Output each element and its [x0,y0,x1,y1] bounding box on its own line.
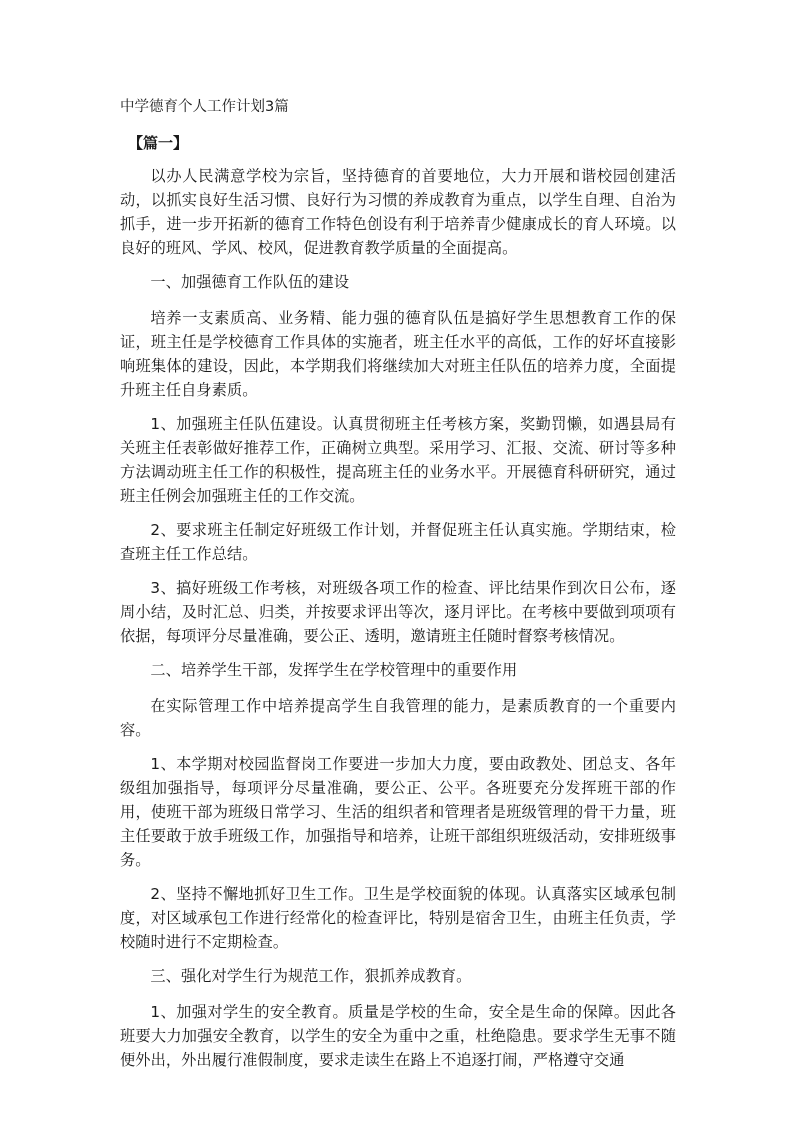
document-title: 中学德育个人工作计划3篇 [120,99,289,115]
list-item-2: 2、要求班主任制定好班级工作计划，并督促班主任认真实施。学期结束，检查班主任工作总结。 [120,521,676,563]
list-item-1: 1、加强班主任队伍建设。认真贯彻班主任考核方案，奖勤罚懒，如遇县局有关班主任表彰做好推荐工作，正确树立典型。采用学习、汇报、交流、研讨等多种方法调动班主任工作的积极性，提高班主任的业务水平。开展德育科研研究，通过班主任例会加强班主任的工作交流。 [120,415,676,505]
section-label: 【篇一】 [128,134,189,152]
body-paragraph: 培养一支素质高、业务精、能力强的德育队伍是搞好学生思想教育工作的保证，班主任是学校德育工作具体的实施者，班主任水平的高低，工作的好坏直接影响班集体的建设，因此，本学期我们将继续加大对班主任队伍的培养力度，全面提升班主任自身素质。 [120,309,676,399]
heading-three: 三、强化对学生行为规范工作，狠抓养成教育。 [150,967,472,985]
body-paragraph: 在实际管理工作中培养提高学生自我管理的能力，是素质教育的一个重要内容。 [120,697,676,739]
list-item-1: 1、加强对学生的安全教育。质量是学校的生命，安全是生命的保障。因此各班要大力加强安全教育，以学生的安全为重中之重，杜绝隐患。要求学生无事不随便外出，外出履行准假制度，要求走读生在路上不追逐打闹，严格遵守交通 [120,1003,676,1069]
heading-two: 二、培养学生干部，发挥学生在学校管理中的重要作用 [150,661,518,679]
document-body [120,94,676,1082]
heading-one: 一、加强德育工作队伍的建设 [150,273,350,291]
list-item-3: 3、搞好班级工作考核，对班级各项工作的检查、评比结果作到次日公布，逐周小结，及时汇总、归类，并按要求评出等次，逐月评比。在考核中要做到项项有依据，每项评分尽量准确，要公正、透明，邀请班主任随时督察考核情况。 [120,579,676,645]
intro-paragraph: 以办人民满意学校为宗旨，坚持德育的首要地位，大力开展和谐校园创建活动，以抓实良好生活习惯、良好行为习惯的养成教育为重点，以学生自理、自治为抓手，进一步开拓新的德育工作特色创设有利于培养青少健康成长的育人环境。以良好的班风、学风、校风，促进教育教学质量的全面提高。 [120,167,676,257]
list-item-1: 1、本学期对校园监督岗工作要进一步加大力度，要由政教处、团总支、各年级组加强指导，每项评分尽量准确，要公正、公平。各班要充分发挥班干部的作用，使班干部为班级日常学习、生活的组织者和管理者是班级管理的骨干力量，班主任要敢于放手班级工作，加强指导和培养，让班干部组织班级活动，安排班级事务。 [120,755,676,869]
list-item-2: 2、坚持不懈地抓好卫生工作。卫生是学校面貌的体现。认真落实区域承包制度，对区域承包工作进行经常化的检查评比，特别是宿舍卫生，由班主任负责，学校随时进行不定期检查。 [120,885,676,951]
